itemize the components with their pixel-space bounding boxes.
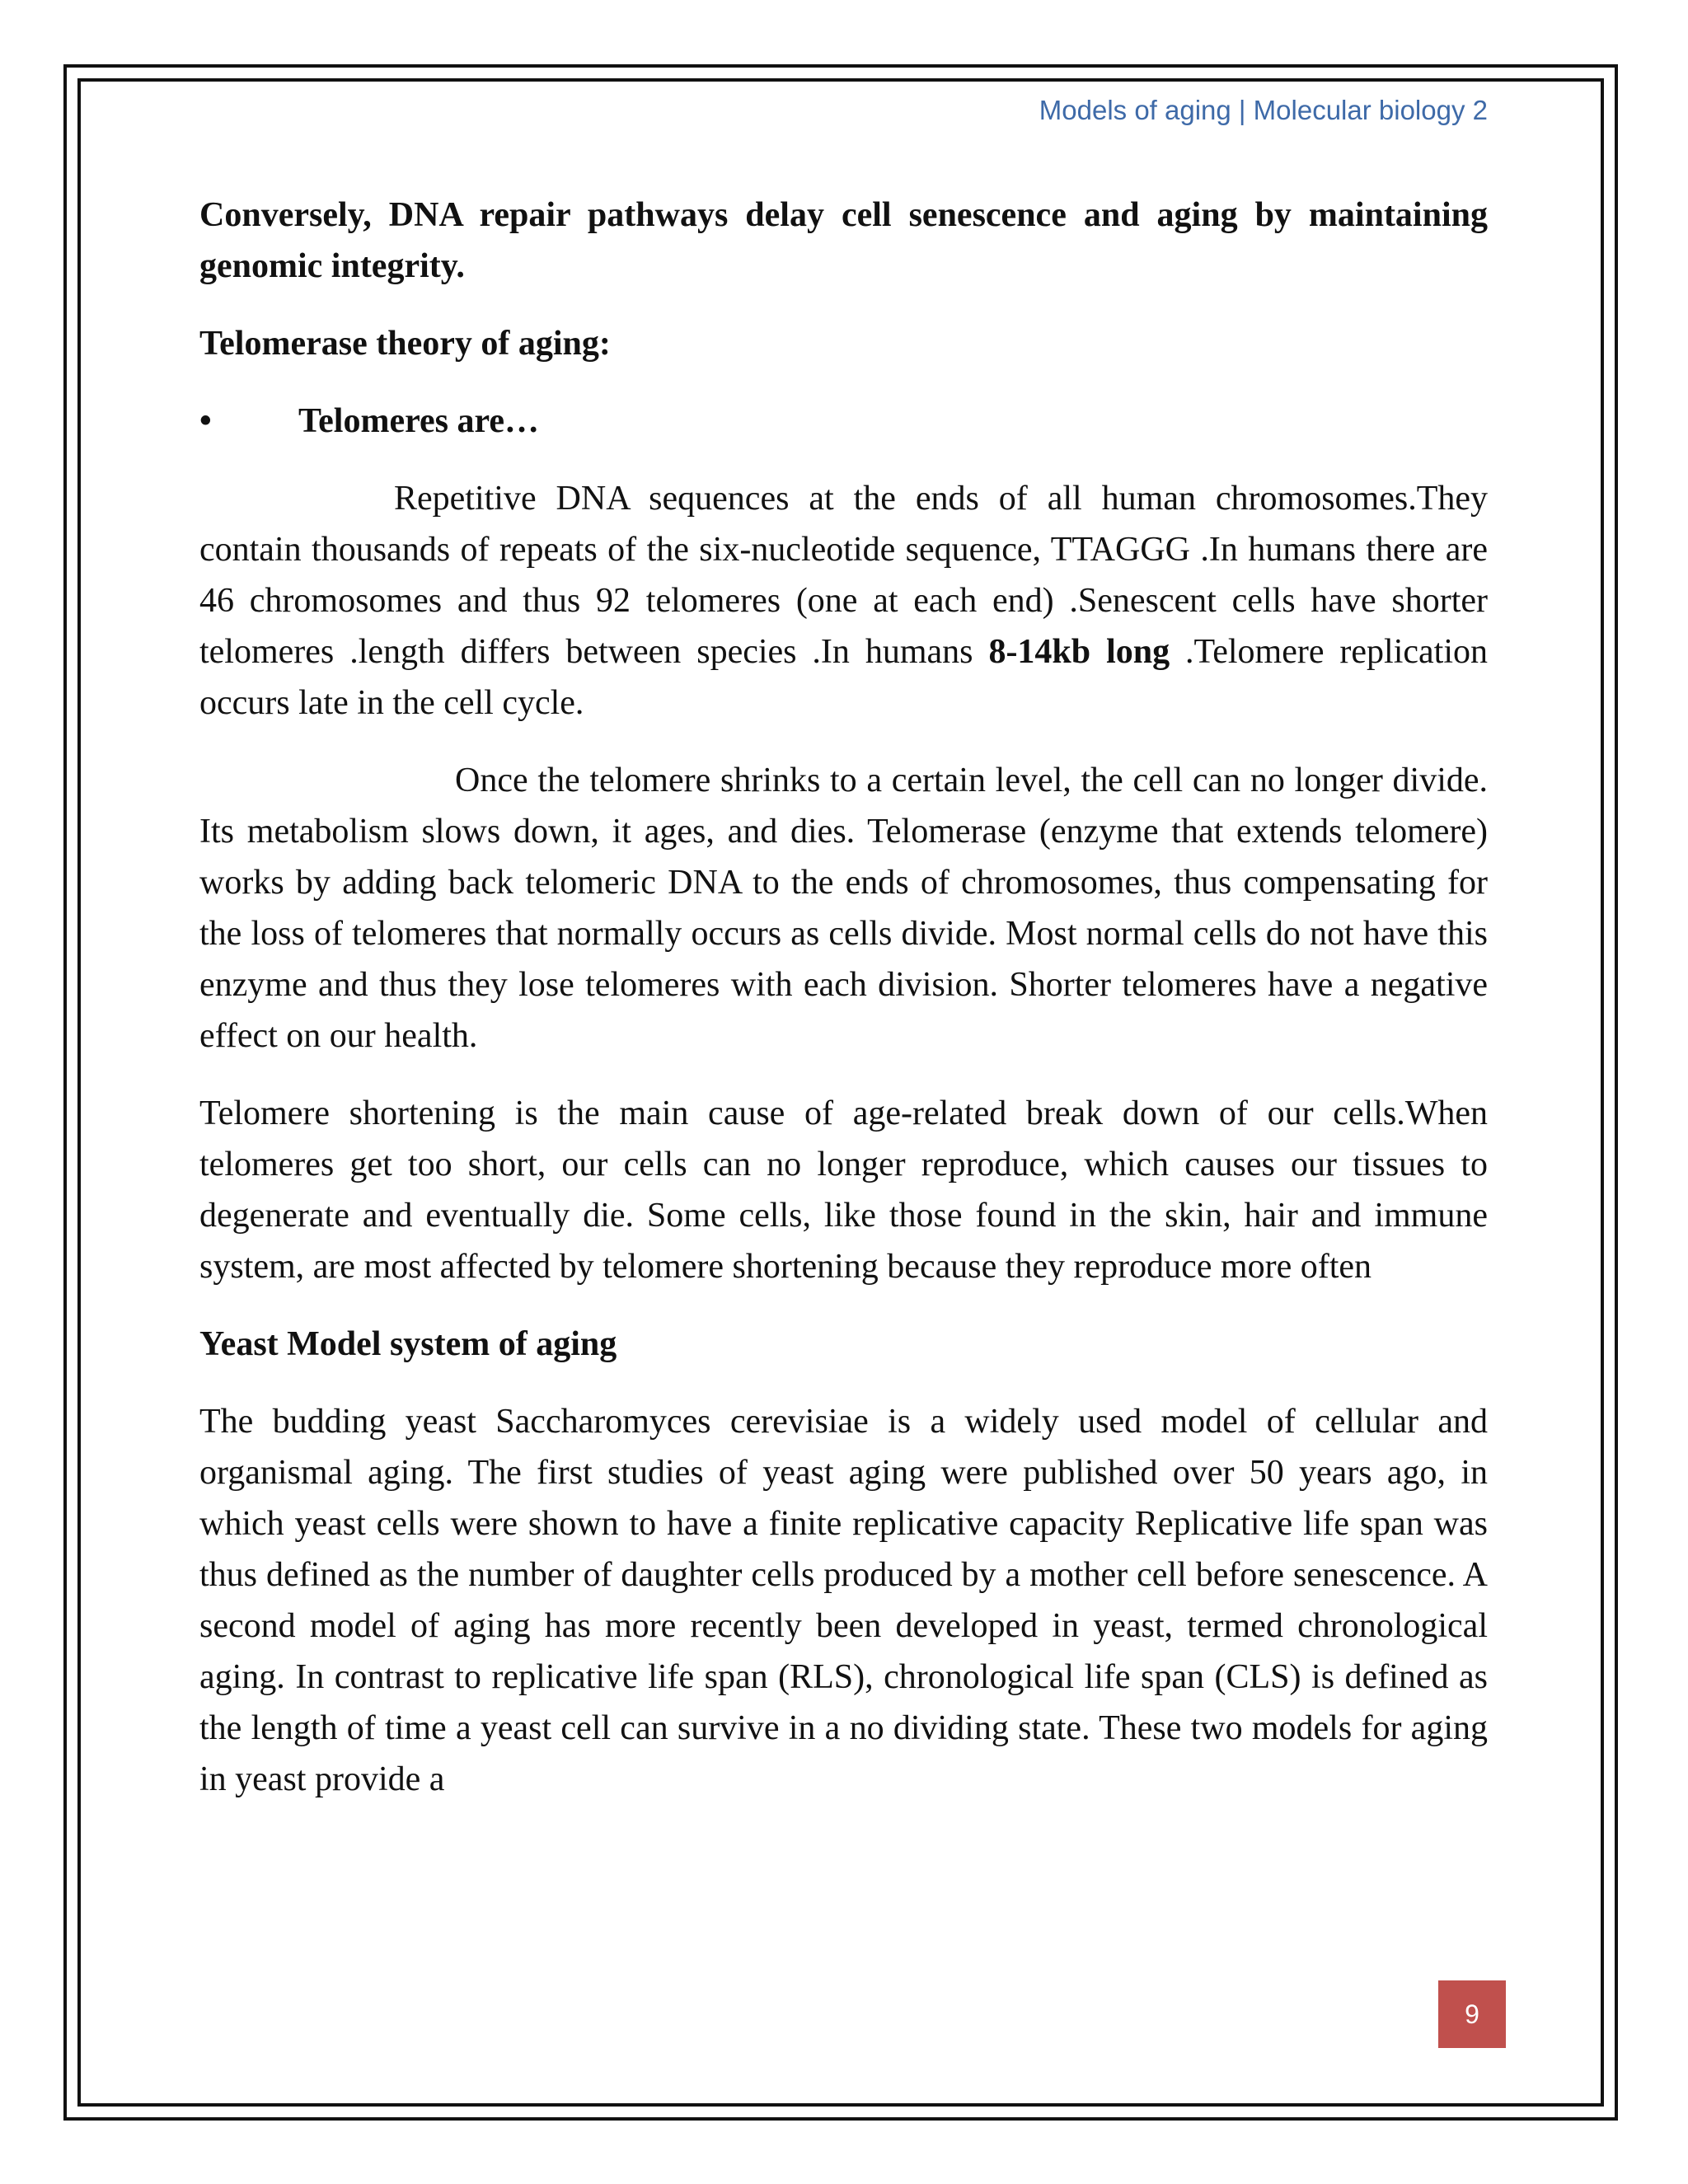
paragraph-telomere-definition xyxy=(199,473,1488,729)
paragraph-text-part: .Telomere replication occurs late in the cell cycle. xyxy=(199,633,1489,722)
bullet-text: Telomeres are… xyxy=(298,402,539,440)
page-content xyxy=(199,190,1488,1831)
bullet-telomeres xyxy=(199,396,1488,447)
section-heading-telomerase: Telomerase theory of aging: xyxy=(199,325,611,363)
paragraph-text-part: Repetitive DNA sequences at the ends of all human chromosomes.They contain thousands of repeats of the six-nucleotide sequence, TTAGGG .In humans there are 46 chromosomes and thus 92 telomeres (one at each end) .Senescent cells have shorter telomeres .length differs between species .In humans xyxy=(199,480,1488,671)
bullet-mark: • xyxy=(199,402,212,440)
paragraph-telomerase: Once the telomere shrinks to a certain level, the cell can no longer divide. Its metabolism slows down, it ages, and dies. Telomerase (enzyme that extends telomere) works by adding back telomeric DNA to the ends of chromosomes, thus compensating for the loss of telomeres that normally occurs as cells divide. Most normal cells do not have this enzyme and thus they lose telomeres with each division. Shorter telomeres have a negative effect on our health. xyxy=(199,762,1488,1055)
telomere-length-bold: 8-14kb long xyxy=(988,633,1170,671)
lead-sentence: Conversely, DNA repair pathways delay cell senescence and aging by maintaining genomic integrity. xyxy=(199,196,1488,285)
page-number-badge: 9 xyxy=(1438,1980,1506,2048)
running-header: Models of aging | Molecular biology 2 xyxy=(1039,95,1488,125)
section-heading-yeast: Yeast Model system of aging xyxy=(199,1325,617,1363)
paragraph-telomere-shortening: Telomere shortening is the main cause of age-related break down of our cells.When telomeres get too short, our cells can no longer reproduce, which causes our tissues to degenerate and eventually die. Some cells, like those found in the skin, hair and immune system, are most affected by telomere shortening because they reproduce more often xyxy=(199,1094,1488,1286)
paragraph-yeast-model: The budding yeast Saccharomyces cerevisiae is a widely used model of cellular and organismal aging. The first studies of yeast aging were published over 50 years ago, in which yeast cells were shown to have a finite replicative capacity Replicative life span was thus defined as the number of daughter cells produced by a mother cell before senescence. A second model of aging has more recently been developed in yeast, termed chronological aging. In contrast to replicative life span (RLS), chronological life span (CLS) is defined as the length of time a yeast cell can survive in a no dividing state. These two models for aging in yeast provide a xyxy=(199,1403,1488,1798)
